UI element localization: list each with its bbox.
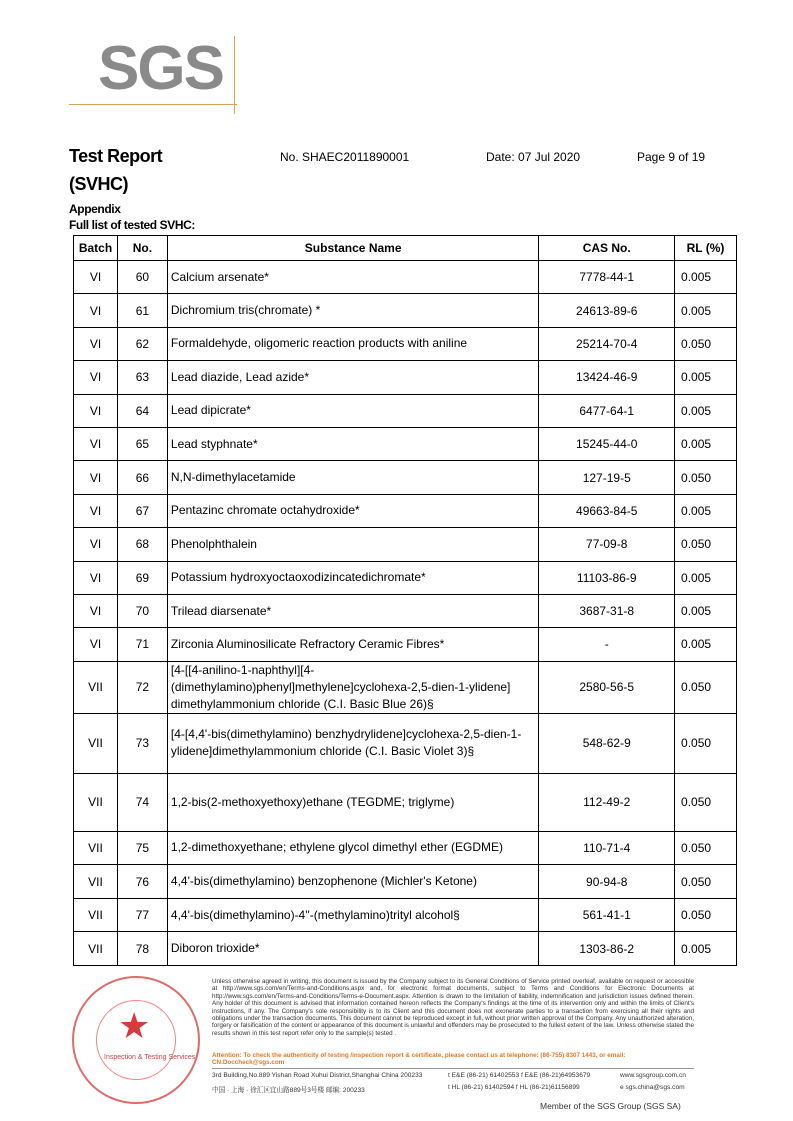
batch-cell: VI bbox=[74, 427, 118, 460]
col-cas-no: CAS No. bbox=[539, 236, 675, 261]
substance-cell: Formaldehyde, oligomeric reaction products with aniline bbox=[167, 327, 539, 360]
substance-cell: Calcium arsenate* bbox=[167, 261, 539, 294]
cas-cell: 15245-44-0 bbox=[539, 427, 675, 460]
cas-cell: 561-41-1 bbox=[539, 899, 675, 932]
report-number: No. SHAEC2011890001 bbox=[280, 150, 410, 164]
sgs-seal-stamp bbox=[72, 976, 200, 1104]
no-cell: 61 bbox=[117, 294, 167, 327]
svhc-table bbox=[73, 235, 737, 966]
cas-cell: 13424-46-9 bbox=[539, 361, 675, 394]
no-cell: 77 bbox=[117, 899, 167, 932]
page-number: Page 9 of 19 bbox=[637, 150, 706, 164]
substance-cell: Phenolphthalein bbox=[167, 528, 539, 561]
batch-cell: VI bbox=[74, 294, 118, 327]
table-header-row bbox=[74, 236, 737, 261]
substance-cell: 1,2-bis(2-methoxyethoxy)ethane (TEGDME; triglyme) bbox=[167, 773, 539, 831]
substance-cell: Zirconia Aluminosilicate Refractory Ceramic Fibres* bbox=[167, 628, 539, 661]
table-row bbox=[74, 661, 737, 713]
table-row bbox=[74, 594, 737, 627]
address-en: 3rd Building,No.889 Yishan Road Xuhui District,Shanghai China 200233 bbox=[212, 1072, 423, 1079]
cas-cell: 112-49-2 bbox=[539, 773, 675, 831]
batch-cell: VII bbox=[74, 661, 118, 713]
batch-cell: VII bbox=[74, 713, 118, 773]
substance-cell: 4,4'-bis(dimethylamino)-4''-(methylamino)trityl alcohol§ bbox=[167, 899, 539, 932]
cas-cell: 49663-84-5 bbox=[539, 494, 675, 527]
table-row bbox=[74, 294, 737, 327]
list-heading: Full list of tested SVHC: bbox=[69, 218, 196, 232]
no-cell: 71 bbox=[117, 628, 167, 661]
batch-cell: VI bbox=[74, 394, 118, 427]
no-cell: 60 bbox=[117, 261, 167, 294]
rl-cell: 0.050 bbox=[675, 865, 737, 899]
no-cell: 66 bbox=[117, 461, 167, 494]
rl-cell: 0.005 bbox=[675, 594, 737, 627]
rl-cell: 0.005 bbox=[675, 361, 737, 394]
cas-cell: 6477-64-1 bbox=[539, 394, 675, 427]
substance-cell: N,N-dimethylacetamide bbox=[167, 461, 539, 494]
no-cell: 73 bbox=[117, 713, 167, 773]
table-row bbox=[74, 831, 737, 864]
no-cell: 67 bbox=[117, 494, 167, 527]
appendix-heading: Appendix bbox=[69, 202, 121, 216]
table-row bbox=[74, 427, 737, 460]
email: e sgs.china@sgs.com bbox=[620, 1084, 685, 1091]
table-row bbox=[74, 899, 737, 932]
substance-cell: Lead dipicrate* bbox=[167, 394, 539, 427]
batch-cell: VII bbox=[74, 773, 118, 831]
cas-cell: 110-71-4 bbox=[539, 831, 675, 864]
rl-cell: 0.005 bbox=[675, 561, 737, 594]
table-row bbox=[74, 561, 737, 594]
batch-cell: VI bbox=[74, 561, 118, 594]
no-cell: 69 bbox=[117, 561, 167, 594]
col-substance-name: Substance Name bbox=[167, 236, 539, 261]
phone-cn: t HL (86-21) 61402594 f HL (86-21)61156899 bbox=[448, 1084, 580, 1091]
cas-cell: 548-62-9 bbox=[539, 713, 675, 773]
substance-cell: Trilead diarsenate* bbox=[167, 594, 539, 627]
batch-cell: VI bbox=[74, 628, 118, 661]
member-note: Member of the SGS Group (SGS SA) bbox=[540, 1101, 681, 1111]
rl-cell: 0.050 bbox=[675, 831, 737, 864]
substance-cell: Lead diazide, Lead azide* bbox=[167, 361, 539, 394]
authenticity-notice: Attention: To check the authenticity of testing /inspection report & certificate, please contact us at telephone: (86-755) 8307 1443, or email: CN.Doccheck@sgs.com bbox=[212, 1052, 626, 1067]
cas-cell: 127-19-5 bbox=[539, 461, 675, 494]
rl-cell: 0.050 bbox=[675, 773, 737, 831]
table-row bbox=[74, 394, 737, 427]
rl-cell: 0.005 bbox=[675, 394, 737, 427]
table-row bbox=[74, 932, 737, 965]
table-row bbox=[74, 494, 737, 527]
report-subtitle: (SVHC) bbox=[69, 174, 128, 194]
legal-disclaimer: Unless otherwise agreed in writing, this document is issued by the Company subject to its General Conditions of Service printed overleaf, available on request or accessible at http://www.sgs.com/en/Terms-and-Conditions.aspx and, for electronic format documents, subject to Terms and Conditions for Electronic Documents at http://www.sgs.com/en/Terms-and-Conditions/Terms-e-Document.aspx. Attention is drawn to the limitation of liability, indemnification and jurisdiction issues defined therein. Any holder of this document is advised that information contained hereon reflects the Company's findings at the time of its intervention only and within the limits of Client's instructions, if any. The Company's sole responsibility is to its Client and this document does not exonerate parties to a transaction from exercising all their rights and obligations under the transaction documents. This document cannot be reproduced except in full, without prior written approval of the Company. Any unauthorized alteration, forgery or falsification of the content or appearance of this document is unlawful and offenders may be prosecuted to the fullest extent of the law. Unless otherwise stated the results shown in this test report refer only to the sample(s) tested . bbox=[212, 978, 694, 1037]
no-cell: 74 bbox=[117, 773, 167, 831]
col-batch: Batch bbox=[74, 236, 118, 261]
table-row bbox=[74, 865, 737, 899]
no-cell: 75 bbox=[117, 831, 167, 864]
table-row bbox=[74, 628, 737, 661]
batch-cell: VI bbox=[74, 528, 118, 561]
cas-cell: 3687-31-8 bbox=[539, 594, 675, 627]
batch-cell: VI bbox=[74, 361, 118, 394]
rl-cell: 0.050 bbox=[675, 661, 737, 713]
no-cell: 76 bbox=[117, 865, 167, 899]
rl-cell: 0.050 bbox=[675, 713, 737, 773]
cas-cell: 24613-89-6 bbox=[539, 294, 675, 327]
substance-cell: [4-[4,4'-bis(dimethylamino) benzhydrylidene]cyclohexa-2,5-dien-1-ylidene]dimethylammonium chloride (C.I. Basic Violet 3)§ bbox=[167, 713, 539, 773]
no-cell: 68 bbox=[117, 528, 167, 561]
table-row bbox=[74, 261, 737, 294]
address-cn: 中国 · 上海 · 徐汇区宜山路889号3号楼 邮编: 200233 bbox=[212, 1087, 365, 1094]
batch-cell: VI bbox=[74, 594, 118, 627]
phone-en: t E&E (86-21) 61402553 f E&E (86-21)64953679 bbox=[448, 1072, 591, 1079]
table-row bbox=[74, 713, 737, 773]
logo-horizontal-rule bbox=[69, 104, 237, 105]
batch-cell: VII bbox=[74, 932, 118, 965]
no-cell: 70 bbox=[117, 594, 167, 627]
report-date: Date: 07 Jul 2020 bbox=[486, 150, 581, 164]
batch-cell: VII bbox=[74, 899, 118, 932]
cas-cell: 90-94-8 bbox=[539, 865, 675, 899]
batch-cell: VI bbox=[74, 327, 118, 360]
cas-cell: 1303-86-2 bbox=[539, 932, 675, 965]
substance-cell: 4,4'-bis(dimethylamino) benzophenone (Michler's Ketone) bbox=[167, 865, 539, 899]
no-cell: 64 bbox=[117, 394, 167, 427]
no-cell: 63 bbox=[117, 361, 167, 394]
batch-cell: VI bbox=[74, 261, 118, 294]
rl-cell: 0.050 bbox=[675, 461, 737, 494]
cas-cell: 7778-44-1 bbox=[539, 261, 675, 294]
no-cell: 72 bbox=[117, 661, 167, 713]
logo-text: SGS bbox=[98, 34, 223, 103]
rl-cell: 0.050 bbox=[675, 899, 737, 932]
col-rl: RL (%) bbox=[675, 236, 737, 261]
substance-cell: Potassium hydroxyoctaoxodizincatedichromate* bbox=[167, 561, 539, 594]
substance-cell: Dichromium tris(chromate) * bbox=[167, 294, 539, 327]
batch-cell: VII bbox=[74, 831, 118, 864]
table-row bbox=[74, 528, 737, 561]
logo-vertical-rule bbox=[234, 36, 235, 114]
rl-cell: 0.050 bbox=[675, 327, 737, 360]
rl-cell: 0.050 bbox=[675, 528, 737, 561]
cas-cell: 11103-86-9 bbox=[539, 561, 675, 594]
batch-cell: VII bbox=[74, 865, 118, 899]
rl-cell: 0.005 bbox=[675, 294, 737, 327]
report-title: Test Report bbox=[69, 146, 163, 166]
no-cell: 65 bbox=[117, 427, 167, 460]
col-no: No. bbox=[117, 236, 167, 261]
table-row bbox=[74, 461, 737, 494]
rl-cell: 0.005 bbox=[675, 628, 737, 661]
rl-cell: 0.005 bbox=[675, 261, 737, 294]
table-row bbox=[74, 773, 737, 831]
table-row bbox=[74, 361, 737, 394]
cas-cell: 77-09-8 bbox=[539, 528, 675, 561]
table-row bbox=[74, 327, 737, 360]
footer-divider bbox=[212, 1068, 694, 1069]
cas-cell: 25214-70-4 bbox=[539, 327, 675, 360]
batch-cell: VI bbox=[74, 461, 118, 494]
rl-cell: 0.005 bbox=[675, 932, 737, 965]
rl-cell: 0.005 bbox=[675, 427, 737, 460]
no-cell: 78 bbox=[117, 932, 167, 965]
cas-cell: - bbox=[539, 628, 675, 661]
website: www.sgsgroup.com.cn bbox=[620, 1072, 686, 1079]
substance-cell: [4-[[4-anilino-1-naphthyl][4-(dimethylamino)phenyl]methylene]cyclohexa-2,5-dien-1-ylidene] dimethylammonium chloride (C.I. Basic Blue 26)§ bbox=[167, 661, 539, 713]
substance-cell: Pentazinc chromate octahydroxide* bbox=[167, 494, 539, 527]
substance-cell: 1,2-dimethoxyethane; ethylene glycol dimethyl ether (EGDME) bbox=[167, 831, 539, 864]
substance-cell: Diboron trioxide* bbox=[167, 932, 539, 965]
seal-caption: Inspection & Testing Services bbox=[104, 1054, 196, 1061]
no-cell: 62 bbox=[117, 327, 167, 360]
rl-cell: 0.005 bbox=[675, 494, 737, 527]
cas-cell: 2580-56-5 bbox=[539, 661, 675, 713]
substance-cell: Lead styphnate* bbox=[167, 427, 539, 460]
batch-cell: VI bbox=[74, 494, 118, 527]
star-icon: ★ bbox=[118, 1005, 151, 1046]
